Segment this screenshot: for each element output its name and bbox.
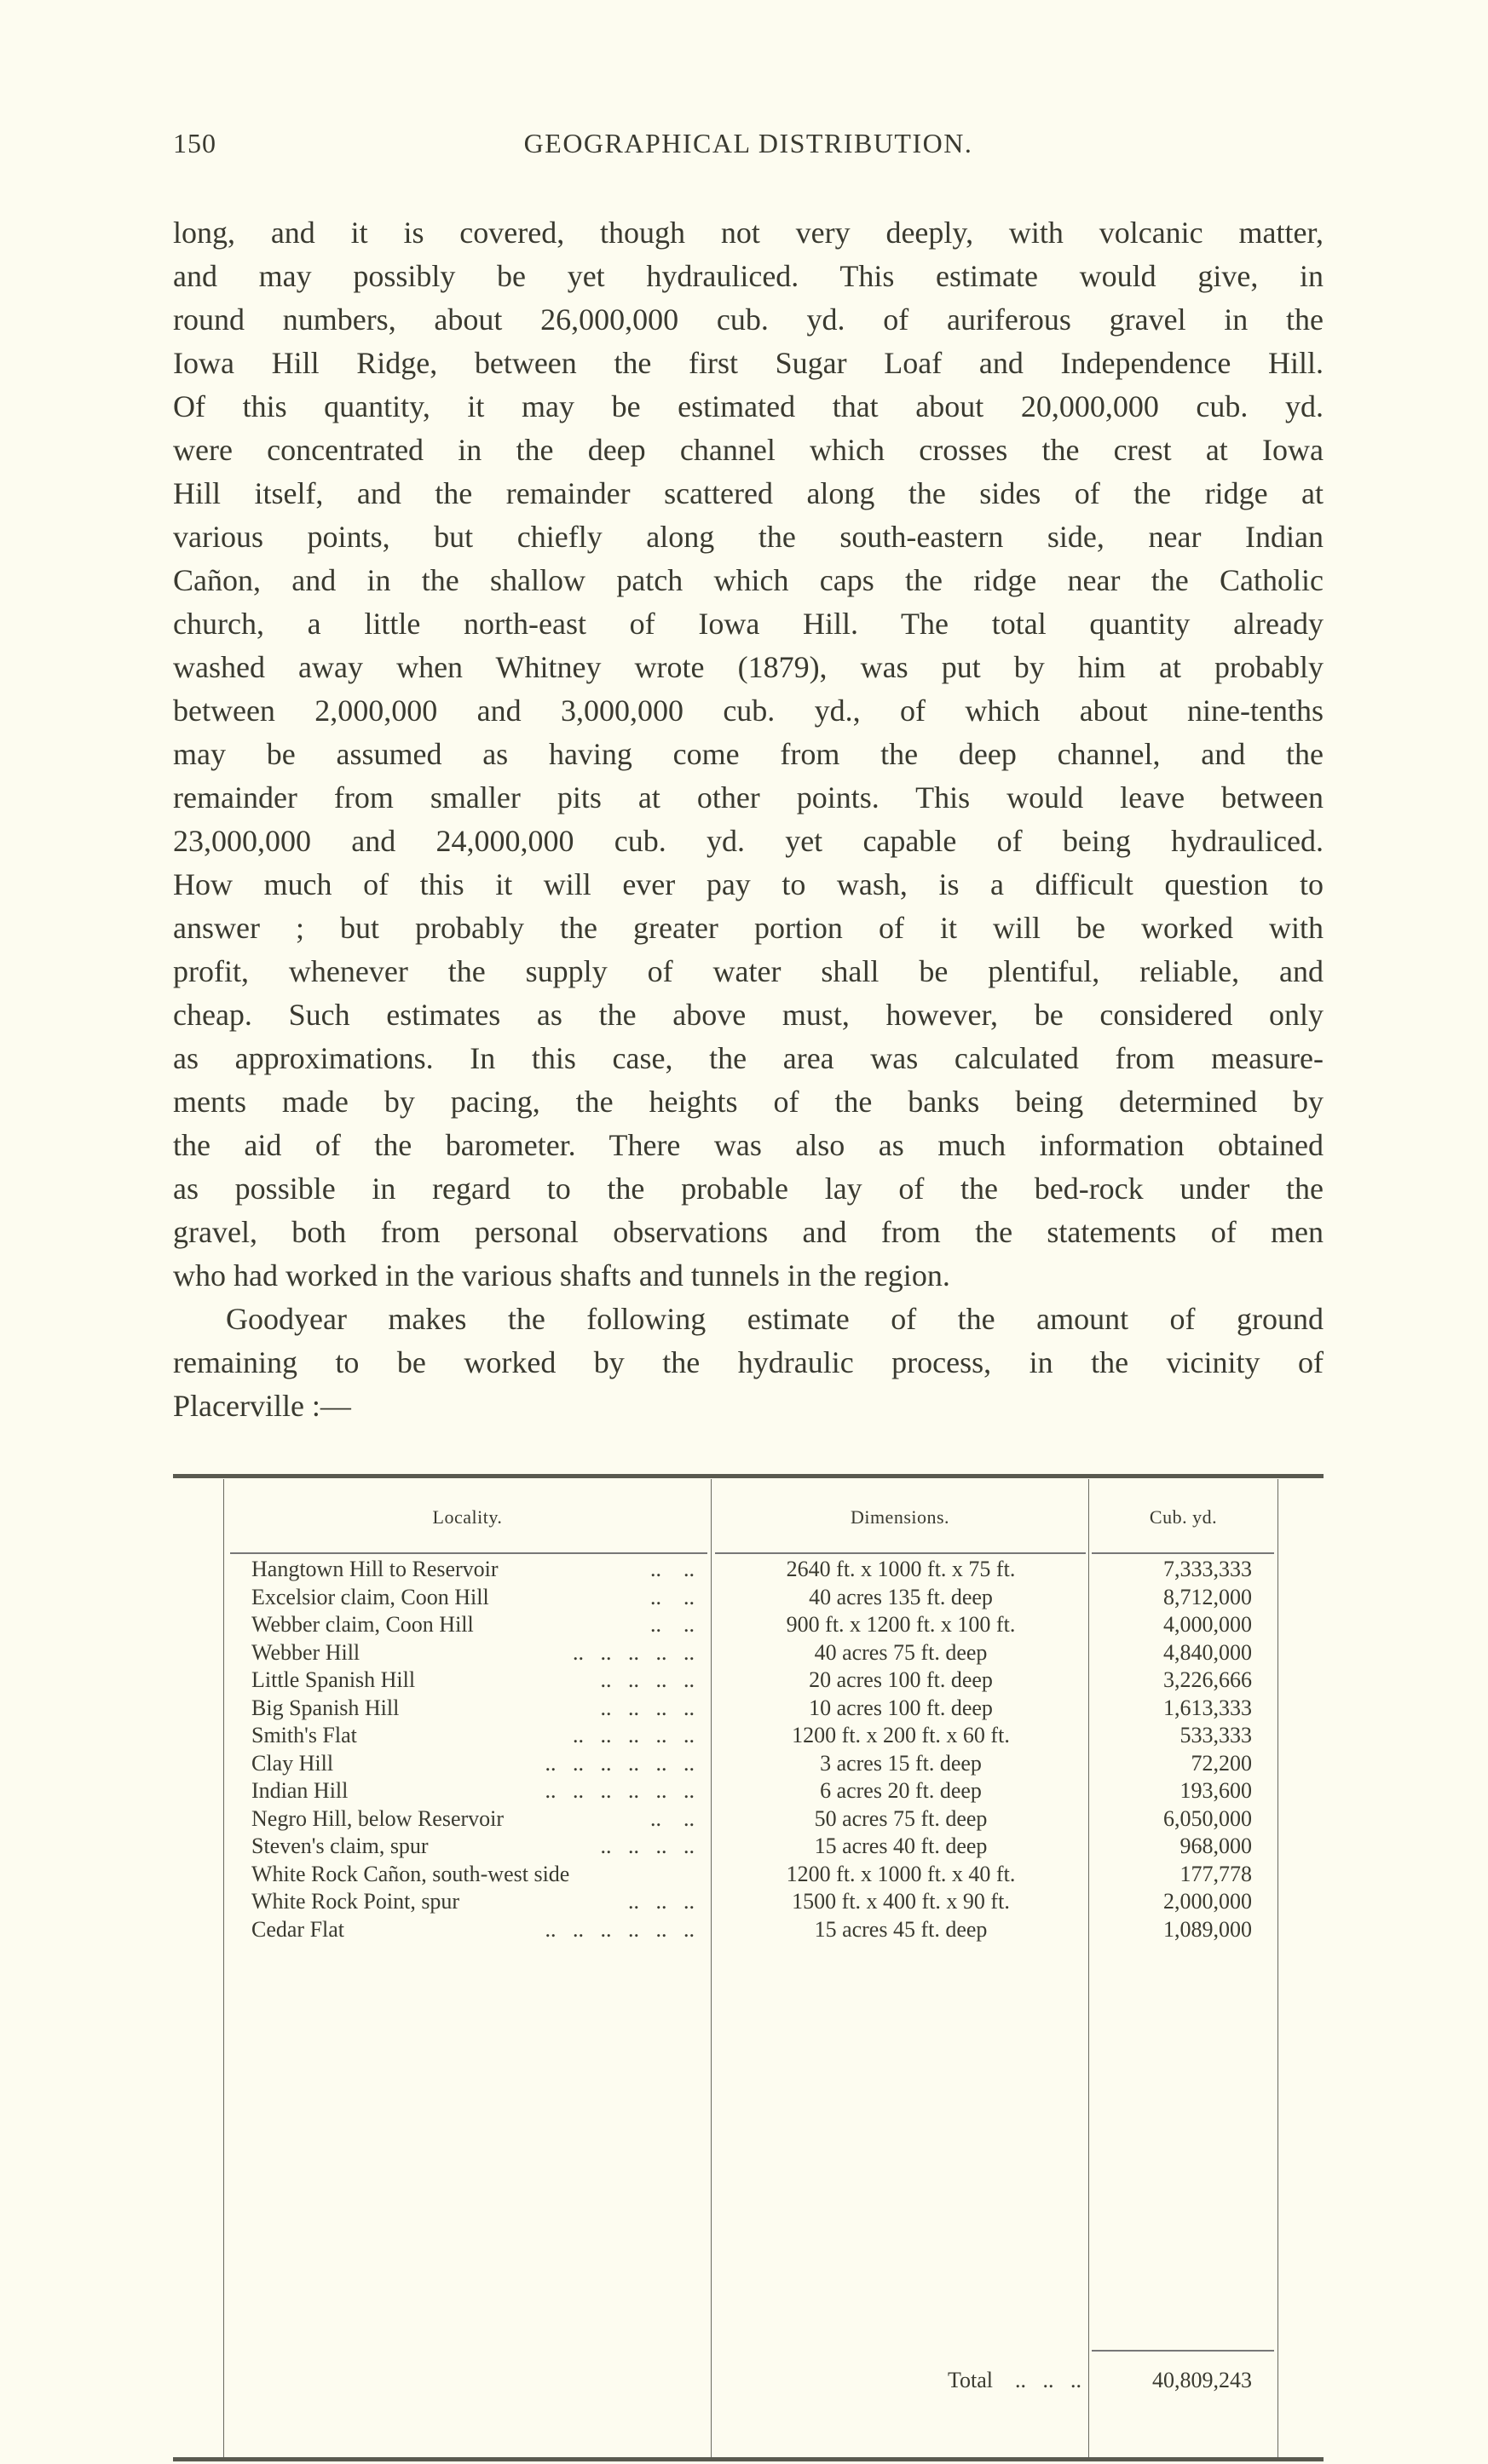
text-line: as approximations. In this case, the area was calculated from measure- bbox=[173, 1041, 1324, 1075]
locality-text: White Rock Cañon, south-west side bbox=[251, 1861, 570, 1886]
cub-yd-cell: 4,000,000 bbox=[1163, 1612, 1252, 1637]
cub-yd-cell: 7,333,333 bbox=[1163, 1557, 1252, 1581]
table-row bbox=[173, 1916, 1324, 1943]
total-row bbox=[173, 2367, 1324, 2394]
text-line: ments made by pacing, the heights of the banks being determined by bbox=[173, 1085, 1324, 1119]
text-line: between 2,000,000 and 3,000,000 cub. yd., of which about nine-tenths bbox=[173, 694, 1324, 728]
text-line: remaining to be worked by the hydraulic process, in the vicinity of bbox=[173, 1345, 1324, 1379]
locality-cell bbox=[251, 1695, 695, 1722]
leader-dots: .. .. bbox=[647, 1611, 695, 1638]
text-line: Placerville :— bbox=[173, 1389, 351, 1423]
text-line: long, and it is covered, though not very deeply, with volcanic matter, bbox=[173, 216, 1324, 250]
locality-text: Excelsior claim, Coon Hill bbox=[251, 1584, 489, 1609]
total-rule bbox=[1092, 2350, 1274, 2352]
locality-text: White Rock Point, spur bbox=[251, 1889, 460, 1914]
table-row bbox=[173, 1750, 1324, 1777]
text-line: profit, whenever the supply of water shall be plentiful, reliable, and bbox=[173, 954, 1324, 988]
leader-dots: .. .. .. .. .. bbox=[569, 1639, 695, 1667]
table-row bbox=[173, 1888, 1324, 1915]
locality-cell bbox=[251, 1833, 695, 1860]
dimensions-cell: 40 acres 135 ft. deep bbox=[809, 1584, 993, 1609]
table-bottom-rule bbox=[173, 2457, 1324, 2461]
leader-dots: .. .. bbox=[647, 1584, 695, 1611]
text-line: Of this quantity, it may be estimated that about 20,000,000 cub. yd. bbox=[173, 389, 1324, 423]
locality-cell bbox=[251, 1667, 695, 1694]
header-rule bbox=[715, 1552, 1086, 1554]
locality-cell bbox=[251, 1584, 695, 1611]
text-line: gravel, both from personal observations and from the statements of men bbox=[173, 1215, 1324, 1249]
header-dimensions: Dimensions. bbox=[850, 1506, 950, 1528]
locality-cell bbox=[251, 1916, 695, 1943]
text-line: 23,000,000 and 24,000,000 cub. yd. yet capable of being hydrauliced. bbox=[173, 824, 1324, 858]
dimensions-cell: 15 acres 45 ft. deep bbox=[814, 1916, 988, 1942]
text-line: church, a little north-east of Iowa Hill. The total quantity already bbox=[173, 607, 1324, 641]
dimensions-cell: 20 acres 100 ft. deep bbox=[809, 1667, 993, 1692]
text-line: Goodyear makes the following estimate of the amount of ground bbox=[226, 1302, 1324, 1336]
cub-yd-cell: 3,226,666 bbox=[1163, 1667, 1252, 1692]
table-row bbox=[173, 1861, 1324, 1888]
table-row bbox=[173, 1611, 1324, 1638]
dimensions-cell: 1200 ft. x 1000 ft. x 40 ft. bbox=[786, 1861, 1016, 1886]
cub-yd-cell: 2,000,000 bbox=[1163, 1889, 1252, 1914]
locality-text: Big Spanish Hill bbox=[251, 1695, 400, 1720]
locality-text: Negro Hill, below Reservoir bbox=[251, 1805, 505, 1831]
table-row bbox=[173, 1695, 1324, 1722]
leader-dots: .. .. .. .. .. bbox=[569, 1722, 695, 1749]
cub-yd-cell: 72,200 bbox=[1191, 1750, 1252, 1776]
text-line: Iowa Hill Ridge, between the first Sugar Loaf and Independence Hill. bbox=[173, 346, 1324, 380]
leader-dots: .. .. .. .. .. .. bbox=[542, 1750, 695, 1777]
locality-cell bbox=[251, 1722, 695, 1749]
dimensions-cell: 1500 ft. x 400 ft. x 90 ft. bbox=[792, 1889, 1010, 1914]
table-row bbox=[173, 1777, 1324, 1805]
text-line: as possible in regard to the probable lay of the bed-rock under the bbox=[173, 1172, 1324, 1206]
cub-yd-cell: 177,778 bbox=[1179, 1861, 1252, 1886]
text-line: who had worked in the various shafts and tunnels in the region. bbox=[173, 1258, 950, 1292]
dimensions-cell: 6 acres 20 ft. deep bbox=[820, 1778, 982, 1803]
header-locality: Locality. bbox=[432, 1506, 503, 1528]
table-row bbox=[173, 1556, 1324, 1583]
leader-dots: .. .. .. .. bbox=[597, 1667, 695, 1694]
table-top-rule bbox=[173, 1474, 1324, 1478]
locality-text: Clay Hill bbox=[251, 1750, 334, 1776]
text-line: washed away when Whitney wrote (1879), was put by him at probably bbox=[173, 650, 1324, 684]
text-line: remainder from smaller pits at other points. This would leave between bbox=[173, 780, 1324, 815]
locality-text: Hangtown Hill to Reservoir bbox=[251, 1557, 499, 1581]
locality-text: Indian Hill bbox=[251, 1778, 349, 1803]
body-text bbox=[173, 211, 1324, 1428]
dimensions-cell: 15 acres 40 ft. deep bbox=[814, 1834, 988, 1858]
page-number: 150 bbox=[173, 128, 216, 158]
running-header bbox=[173, 128, 1324, 165]
text-line: Hill itself, and the remainder scattered along the sides of the ridge at bbox=[173, 476, 1324, 510]
leader-dots: .. .. .. .. .. .. bbox=[542, 1916, 695, 1943]
text-line: How much of this it will ever pay to wash, is a difficult question to bbox=[173, 867, 1324, 901]
locality-text: Little Spanish Hill bbox=[251, 1667, 416, 1692]
locality-cell bbox=[251, 1888, 695, 1915]
leader-dots: .. .. .. .. .. .. bbox=[542, 1777, 695, 1805]
dimensions-cell: 1200 ft. x 200 ft. x 60 ft. bbox=[792, 1723, 1010, 1747]
text-line: answer ; but probably the greater portion of it will be worked with bbox=[173, 911, 1324, 945]
cub-yd-cell: 4,840,000 bbox=[1163, 1639, 1252, 1665]
locality-cell bbox=[251, 1777, 695, 1805]
table-row bbox=[173, 1584, 1324, 1611]
header-cub-yd: Cub. yd. bbox=[1149, 1506, 1218, 1528]
total-value: 40,809,243 bbox=[1152, 2368, 1252, 2392]
leader-dots: .. .. bbox=[647, 1556, 695, 1583]
leader-dots: .. .. .. .. bbox=[597, 1833, 695, 1860]
header-rule bbox=[230, 1552, 707, 1554]
locality-cell bbox=[251, 1611, 695, 1638]
locality-text: Cedar Flat bbox=[251, 1916, 345, 1942]
table-row bbox=[173, 1667, 1324, 1694]
table-row bbox=[173, 1722, 1324, 1749]
table-row bbox=[173, 1639, 1324, 1667]
text-line: Cañon, and in the shallow patch which caps the ridge near the Catholic bbox=[173, 563, 1324, 597]
text-line: various points, but chiefly along the south-eastern side, near Indian bbox=[173, 520, 1324, 554]
text-line: were concentrated in the deep channel which crosses the crest at Iowa bbox=[173, 433, 1324, 467]
locality-text: Steven's claim, spur bbox=[251, 1834, 429, 1858]
text-line: may be assumed as having come from the deep channel, and the bbox=[173, 737, 1324, 771]
dimensions-cell: 40 acres 75 ft. deep bbox=[814, 1639, 988, 1665]
cub-yd-cell: 533,333 bbox=[1179, 1723, 1252, 1747]
locality-cell bbox=[251, 1805, 695, 1833]
dimensions-cell: 50 acres 75 ft. deep bbox=[814, 1805, 988, 1831]
text-line: the aid of the barometer. There was also as much information obtained bbox=[173, 1128, 1324, 1162]
cub-yd-cell: 1,089,000 bbox=[1163, 1916, 1252, 1942]
cub-yd-cell: 968,000 bbox=[1179, 1834, 1252, 1858]
running-title: GEOGRAPHICAL DISTRIBUTION. bbox=[523, 128, 973, 158]
locality-cell bbox=[251, 1861, 695, 1888]
dimensions-cell: 3 acres 15 ft. deep bbox=[820, 1750, 982, 1776]
text-line: and may possibly be yet hydrauliced. This estimate would give, in bbox=[173, 259, 1324, 293]
cub-yd-cell: 1,613,333 bbox=[1163, 1695, 1252, 1720]
text-line: round numbers, about 26,000,000 cub. yd. of auriferous gravel in the bbox=[173, 302, 1324, 337]
dimensions-cell: 10 acres 100 ft. deep bbox=[809, 1695, 993, 1720]
locality-cell bbox=[251, 1639, 695, 1667]
header-rule bbox=[1092, 1552, 1274, 1554]
locality-cell bbox=[251, 1556, 695, 1583]
text-line: cheap. Such estimates as the above must, however, be considered only bbox=[173, 998, 1324, 1032]
total-label: Total .. .. .. bbox=[947, 2368, 1081, 2392]
table-row bbox=[173, 1805, 1324, 1833]
locality-cell bbox=[251, 1750, 695, 1777]
dimensions-cell: 900 ft. x 1200 ft. x 100 ft. bbox=[786, 1612, 1016, 1637]
leader-dots: .. .. .. bbox=[625, 1888, 695, 1915]
leader-dots: .. .. bbox=[647, 1805, 695, 1833]
dimensions-cell: 2640 ft. x 1000 ft. x 75 ft. bbox=[786, 1557, 1016, 1581]
locality-text: Webber claim, Coon Hill bbox=[251, 1612, 474, 1637]
cub-yd-cell: 6,050,000 bbox=[1163, 1805, 1252, 1831]
leader-dots: .. .. .. .. bbox=[597, 1695, 695, 1722]
table-row bbox=[173, 1833, 1324, 1860]
cub-yd-cell: 193,600 bbox=[1179, 1778, 1252, 1803]
locality-text: Webber Hill bbox=[251, 1639, 360, 1665]
cub-yd-cell: 8,712,000 bbox=[1163, 1584, 1252, 1609]
locality-text: Smith's Flat bbox=[251, 1723, 357, 1747]
estimate-table bbox=[173, 1474, 1324, 2464]
